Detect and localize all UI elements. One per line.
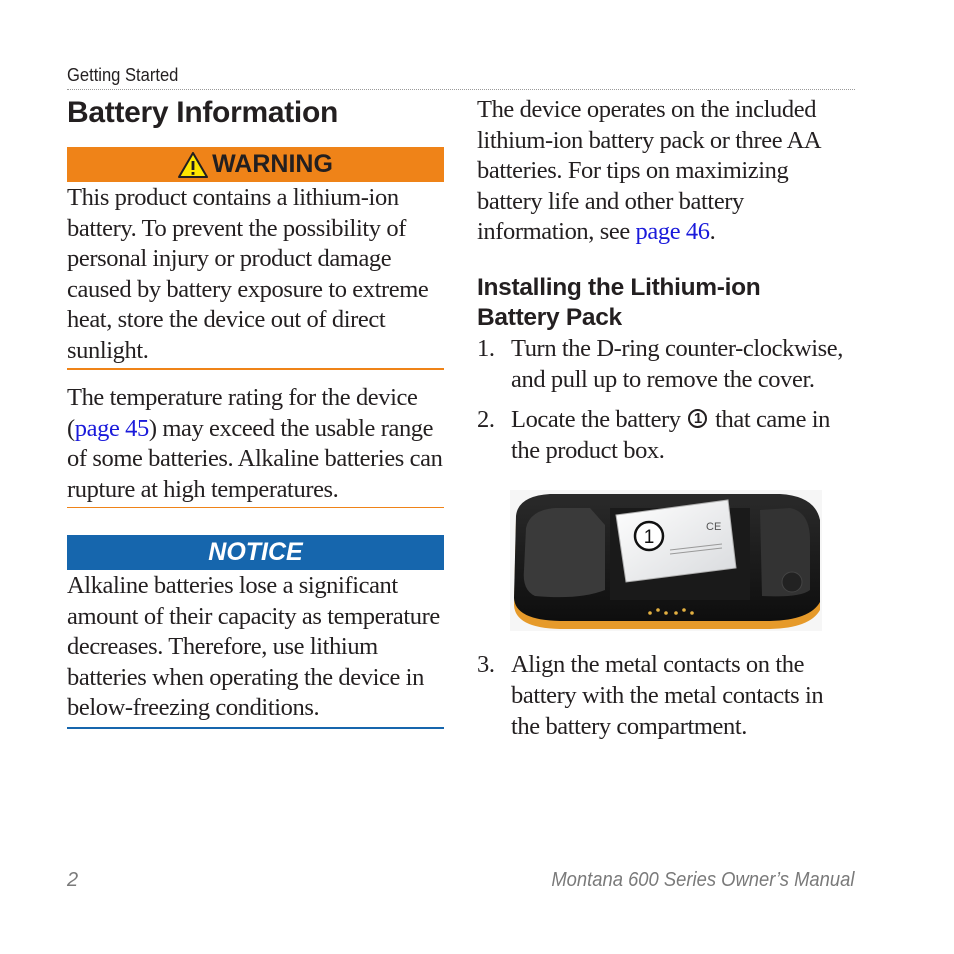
page-45-link[interactable]: page 45 [74,414,149,442]
manual-title: Montana 600 Series Owner’s Manual [550,869,854,891]
warning-text: This product contains a lithium-ion battery. To prevent the possibility of personal injury or product damage caused by battery exposure to extreme heat, store the device out of direct sunlight. [67,184,429,364]
warning-label: WARNING [212,150,333,178]
callout-1-icon: 1 [688,409,707,428]
left-column [67,94,444,729]
step-item: 3. Align the metal contacts on the battery with the metal contacts in the battery compartment. [477,650,824,740]
warning-end-rule [67,368,444,370]
page-title: Battery Information [67,96,338,129]
header-divider [67,89,855,90]
battery-compartment-image [510,490,822,631]
warning-triangle-icon [178,152,208,178]
notice-banner [67,535,444,570]
notice-text: Alkaline batteries lose a significant amount of their capacity as temperature decreases. Therefore, use lithium batteries when operating the device in below-freezing conditions. [67,572,440,721]
svg-text:1: 1 [643,527,655,548]
step-item: 1. Turn the D-ring counter-clockwise, and pull up to remove the cover. [477,334,844,393]
temperature-end-rule [67,507,444,508]
installing-heading: Installing the Lithium-ion Battery Pack [477,273,761,331]
temperature-paragraph: The temperature rating for the device (page 45) may exceed the usable range of some batteries. Alkaline batteries can rupture at high temperatures. [67,384,443,503]
step-item: 2. Locate the battery 1 that came in the product box. [477,405,831,464]
notice-end-rule [67,727,444,729]
right-column [477,94,854,742]
warning-banner [67,147,444,182]
intro-paragraph: The device operates on the included lithium-ion battery pack or three AA batteries. For tips on maximizing battery life and other battery information, see page 46. [477,96,820,245]
notice-label: NOTICE [208,538,303,566]
svg-text:CE: CE [706,521,722,533]
page-number: 2 [67,869,79,891]
device-illustration [510,490,822,631]
section-header: Getting Started [67,65,179,85]
page-46-link[interactable]: page 46 [635,218,710,245]
